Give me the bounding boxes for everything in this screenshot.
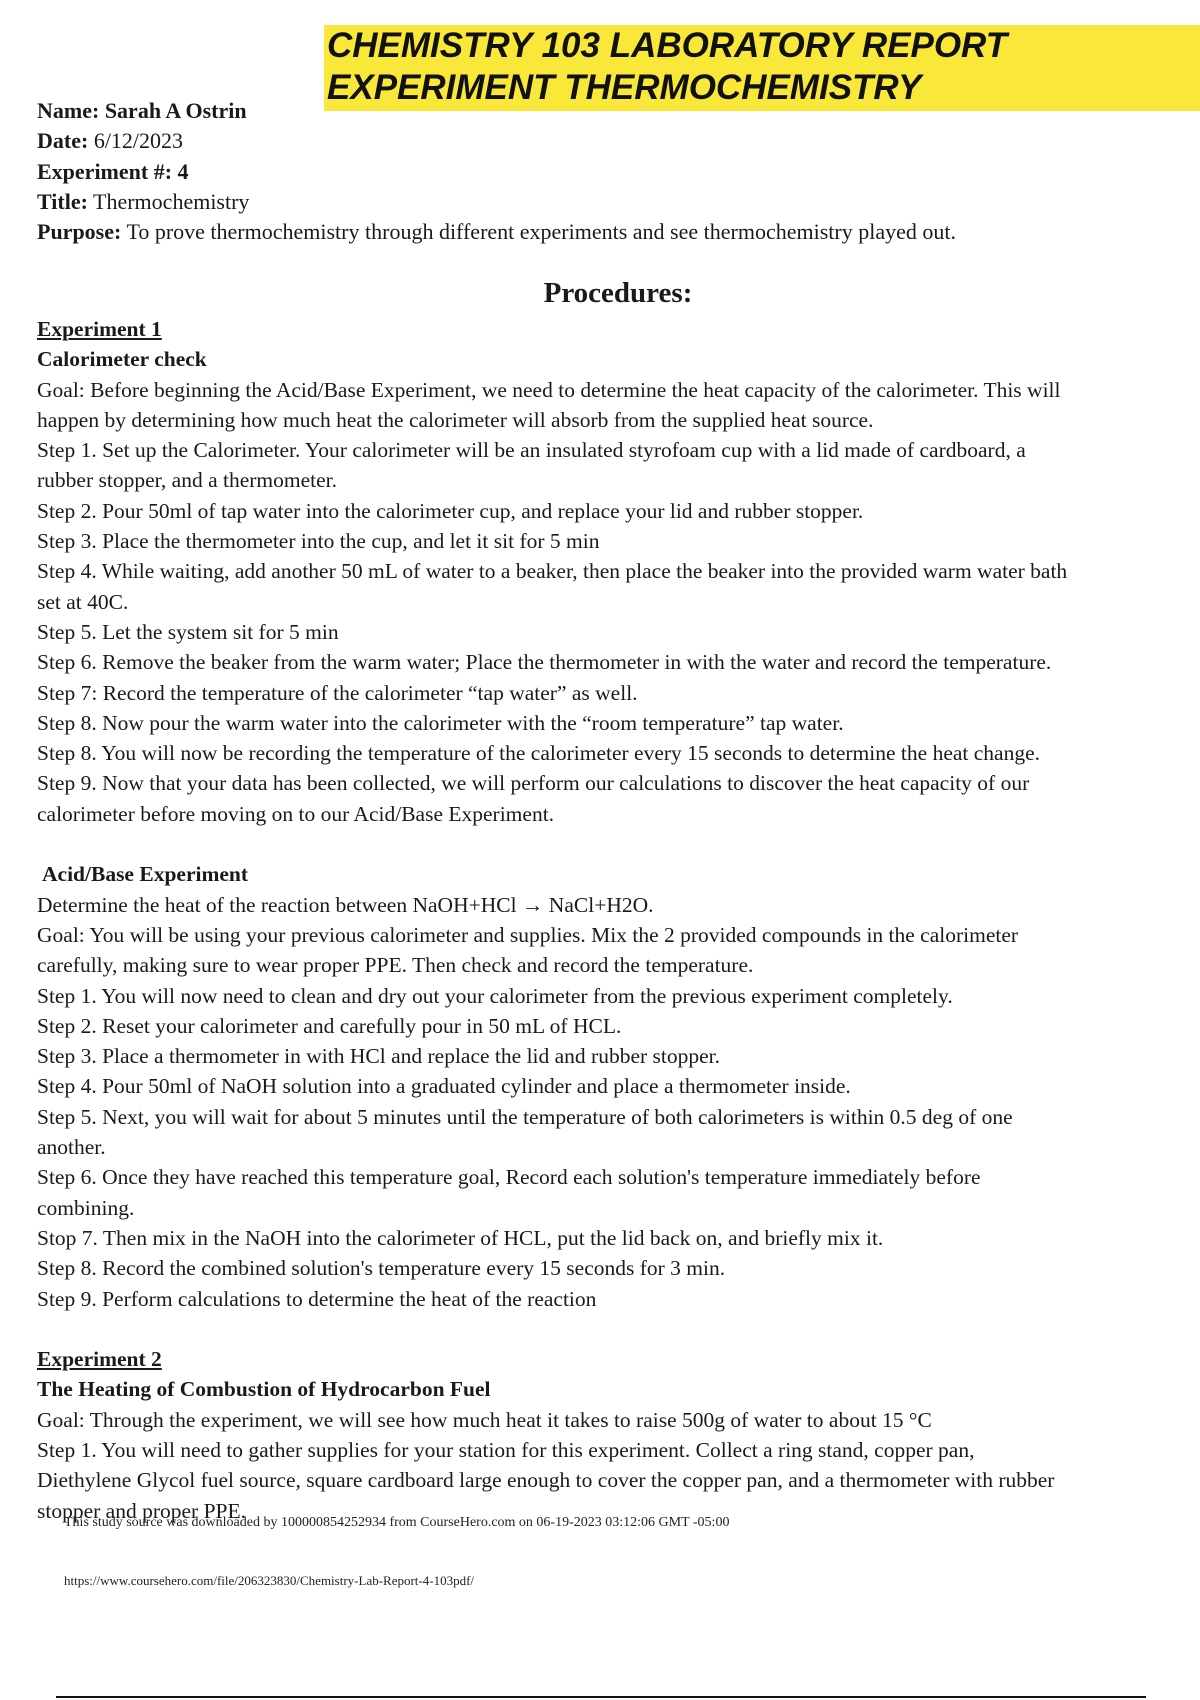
- download-notice: This study source was downloaded by 100000854252934 from CourseHero.com on 06-19-2023 03:12:06 GMT -05:00: [64, 1515, 730, 1530]
- text-line: Step 3. Place a thermometer in with HCl and replace the lid and rubber stopper.: [37, 1044, 721, 1069]
- text-line: Step 9. Now that your data has been collected, we will perform our calculations to discover the heat capacity of our: [37, 771, 1030, 796]
- title-label: Title:: [37, 188, 88, 214]
- text-line: Step 4. While waiting, add another 50 mL of water to a beaker, then place the beaker into the provided warm water bath: [37, 559, 1068, 584]
- text-line: Determine the heat of the reaction between NaOH+HCl → NaCl+H2O.: [37, 892, 654, 917]
- text-line: Step 9. Perform calculations to determine the heat of the reaction: [37, 1286, 597, 1311]
- text-line: Step 6. Once they have reached this temperature goal, Record each solution's temperature immediately before: [37, 1165, 981, 1190]
- text-line: Goal: You will be using your previous calorimeter and supplies. Mix the 2 provided compounds in the calorimeter: [37, 922, 1019, 947]
- text-line: stopper and proper PPE.: [37, 1498, 246, 1523]
- report-title-line-2: EXPERIMENT THERMOCHEMISTRY: [327, 68, 922, 107]
- text-line: Step 2. Pour 50ml of tap water into the calorimeter cup, and replace your lid and rubber stopper.: [37, 498, 864, 523]
- experiment-1-heading: Experiment 1: [37, 317, 162, 341]
- name-label: Name:: [37, 98, 100, 123]
- text-line: set at 40C.: [37, 589, 129, 614]
- text-line: combining.: [37, 1195, 135, 1220]
- title-value: Thermochemistry: [93, 188, 250, 214]
- text-line: Step 8. Record the combined solution's temperature every 15 seconds for 3 min.: [37, 1256, 726, 1281]
- acid-base-heading: Acid/Base Experiment: [42, 862, 249, 887]
- purpose-value: To prove thermochemistry through different experiments and see thermochemistry played out.: [126, 219, 956, 245]
- text-line: Step 4. Pour 50ml of NaOH solution into a graduated cylinder and place a thermometer inside.: [37, 1074, 851, 1099]
- text-line: carefully, making sure to wear proper PPE. Then check and record the temperature.: [37, 953, 754, 978]
- text-line: Step 6. Remove the beaker from the warm water; Place the thermometer in with the water and record the temperature.: [37, 650, 1052, 675]
- report-body: [37, 314, 1197, 1526]
- text-line: happen by determining how much heat the calorimeter will absorb from the supplied heat source.: [37, 407, 874, 432]
- purpose-row: [37, 217, 1187, 247]
- experiment-1-text: [37, 375, 1197, 829]
- source-url: https://www.coursehero.com/file/206323830/Chemistry-Lab-Report-4-103pdf/: [64, 1573, 475, 1588]
- acid-base-text: [37, 890, 1197, 1314]
- experiment-number-label: Experiment #:: [37, 158, 173, 184]
- date-row: [37, 126, 1187, 156]
- purpose-label: Purpose:: [37, 219, 122, 245]
- title-row: [37, 187, 1187, 217]
- name-value: Sarah A Ostrin: [104, 98, 247, 123]
- text-line: Step 1. You will need to gather supplies for your station for this experiment. Collect a ring stand, copper pan,: [37, 1437, 975, 1462]
- procedures-heading: Procedures:: [543, 277, 693, 309]
- experiment-number-row: [37, 157, 1187, 187]
- report-header: [37, 96, 1187, 247]
- date-label: Date:: [37, 128, 89, 154]
- experiment-number-value: 4: [177, 158, 189, 184]
- experiment-1-subheading: Calorimeter check: [37, 347, 207, 372]
- experiment-2-text: [37, 1405, 1197, 1526]
- text-line: Stop 7. Then mix in the NaOH into the calorimeter of HCL, put the lid back on, and briefly mix it.: [37, 1225, 884, 1250]
- text-line: Diethylene Glycol fuel source, square cardboard large enough to cover the copper pan, and a thermometer with rubber: [37, 1468, 1055, 1493]
- date-value: 6/12/2023: [93, 128, 184, 154]
- experiment-2-subheading: The Heating of Combustion of Hydrocarbon Fuel: [37, 1377, 491, 1402]
- text-line: Step 1. Set up the Calorimeter. Your calorimeter will be an insulated styrofoam cup with a lid made of cardboard, a: [37, 438, 1026, 463]
- text-line: calorimeter before moving on to our Acid/Base Experiment.: [37, 801, 555, 826]
- text-line: rubber stopper, and a thermometer.: [37, 468, 338, 493]
- text-line: Step 2. Reset your calorimeter and carefully pour in 50 mL of HCL.: [37, 1013, 622, 1038]
- text-line: Step 5. Let the system sit for 5 min: [37, 619, 339, 644]
- text-line: Step 7: Record the temperature of the calorimeter “tap water” as well.: [37, 680, 638, 705]
- text-line: Goal: Before beginning the Acid/Base Experiment, we need to determine the heat capacity of the calorimeter. This will: [37, 377, 1061, 402]
- text-line: Step 8. Now pour the warm water into the calorimeter with the “room temperature” tap water.: [37, 710, 844, 735]
- text-line: Step 5. Next, you will wait for about 5 minutes until the temperature of both calorimeters is within 0.5 deg of one: [37, 1104, 1013, 1129]
- name-row: [37, 96, 1187, 126]
- experiment-2-heading: Experiment 2: [37, 1347, 162, 1372]
- text-line: Goal: Through the experiment, we will see how much heat it takes to raise 500g of water to about 15 °C: [37, 1407, 932, 1432]
- text-line: Step 3. Place the thermometer into the cup, and let it sit for 5 min: [37, 529, 600, 554]
- text-line: Step 8. You will now be recording the temperature of the calorimeter every 15 seconds to determine the heat change.: [37, 741, 1041, 766]
- page-bottom-rule: [56, 1696, 1146, 1698]
- report-title-line-1: CHEMISTRY 103 LABORATORY REPORT: [327, 26, 1008, 65]
- text-line: another.: [37, 1135, 106, 1160]
- text-line: Step 1. You will now need to clean and dry out your calorimeter from the previous experiment completely.: [37, 983, 953, 1008]
